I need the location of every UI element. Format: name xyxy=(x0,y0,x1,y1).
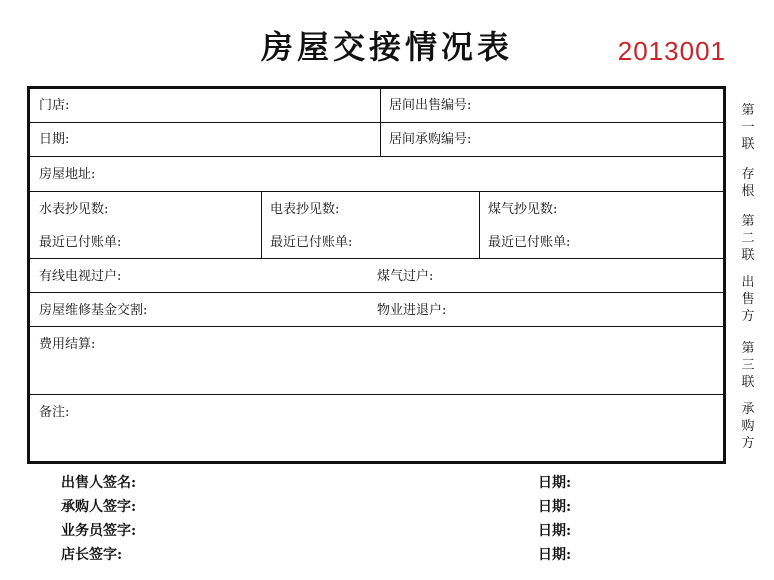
copy-label: 出 售 方 xyxy=(741,275,755,324)
gas-meter-label: 煤气抄见数: xyxy=(488,202,558,217)
divider xyxy=(479,192,480,258)
cable-tv-label: 有线电视过户: xyxy=(39,269,122,284)
form-row-date xyxy=(30,123,723,157)
divider xyxy=(380,89,381,122)
store-label: 门店: xyxy=(39,98,70,113)
signature-label: 承购人签字: xyxy=(61,499,137,515)
address-label: 房屋地址: xyxy=(39,167,96,182)
copy-label: 存 根 xyxy=(741,167,755,199)
sale-number-label: 居间出售编号: xyxy=(389,98,472,113)
form-title: 房屋交接情况表 xyxy=(260,28,513,66)
copy-label: 第 一 联 xyxy=(741,103,755,152)
water-meter-label: 水表抄见数: xyxy=(39,202,109,217)
form-row-fees xyxy=(30,327,723,395)
copy-label: 承 购 方 xyxy=(741,402,755,451)
divider xyxy=(380,123,381,156)
gas-bill-label: 最近已付账单: xyxy=(488,235,571,250)
copy-label: 第 二 联 xyxy=(741,214,755,263)
form-row-address xyxy=(30,157,723,192)
property-mgmt-label: 物业进退户: xyxy=(377,303,447,318)
fee-settlement-label: 费用结算: xyxy=(39,337,96,352)
form-row-meters xyxy=(30,192,723,259)
remarks-label: 备注: xyxy=(39,405,70,420)
purchase-number-label: 居间承购编号: xyxy=(389,132,472,147)
electric-meter-label: 电表抄见数: xyxy=(270,202,340,217)
electric-bill-label: 最近已付账单: xyxy=(270,235,353,250)
maintenance-fund-label: 房屋维修基金交割: xyxy=(39,303,148,318)
date-label: 日期: xyxy=(39,132,70,147)
form-row-transfers xyxy=(30,259,723,293)
divider xyxy=(261,192,262,258)
signature-date-label: 日期: xyxy=(538,499,572,515)
water-bill-label: 最近已付账单: xyxy=(39,235,122,250)
signature-date-label: 日期: xyxy=(538,475,572,491)
copy-label: 第 三 联 xyxy=(741,341,755,390)
signature-date-label: 日期: xyxy=(538,547,572,563)
signature-label: 店长签字: xyxy=(61,547,123,563)
signature-date-label: 日期: xyxy=(538,523,572,539)
signature-label: 业务员签字: xyxy=(61,523,137,539)
form-row-remarks xyxy=(30,395,723,461)
gas-transfer-label: 煤气过户: xyxy=(377,269,434,284)
serial-number: 2013001 xyxy=(617,36,726,66)
signature-label: 出售人签名: xyxy=(61,475,137,491)
form-row-store xyxy=(30,89,723,123)
form-row-fund xyxy=(30,293,723,327)
handover-form xyxy=(27,86,726,464)
